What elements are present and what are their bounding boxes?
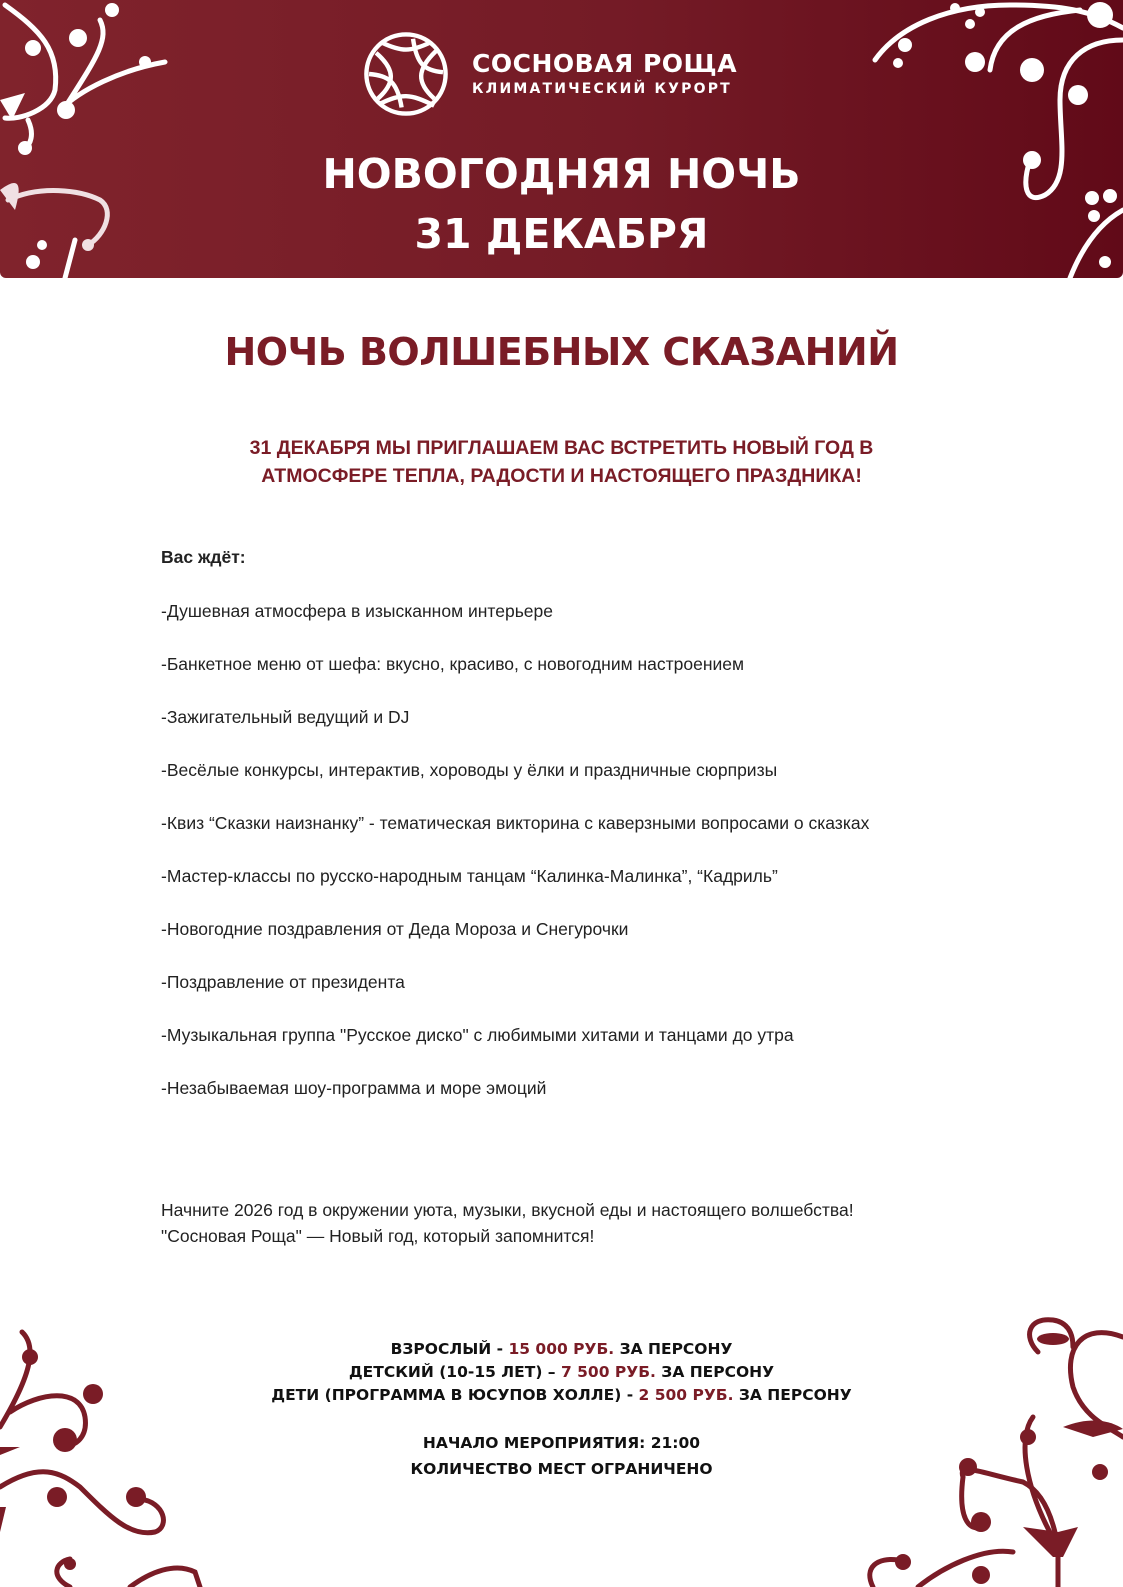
list-item: -Незабываемая шоу-программа и море эмоций xyxy=(161,1078,547,1098)
header-banner xyxy=(0,0,1123,278)
globe-logo-icon xyxy=(362,30,450,118)
list-item: -Поздравление от президента xyxy=(161,972,405,992)
list-item: -Весёлые конкурсы, интерактив, хороводы у ёлки и праздничные сюрпризы xyxy=(161,760,778,780)
event-info xyxy=(0,1430,1123,1482)
list-item: -Музыкальная группа "Русское диско" с любимыми хитами и танцами до утра xyxy=(161,1025,794,1045)
price-value: 7 500 РУБ. xyxy=(560,1363,656,1381)
hero-title-line2: 31 ДЕКАБРЯ xyxy=(414,210,709,258)
brand-subtitle: КЛИМАТИЧЕСКИЙ КУРОРТ xyxy=(472,81,732,97)
price-suffix: ЗА ПЕРСОНУ xyxy=(733,1386,852,1404)
list-item: -Банкетное меню от шефа: вкусно, красиво, с новогодним настроением xyxy=(161,654,745,674)
list-item: -Новогодние поздравления от Деда Мороза и Снегурочки xyxy=(161,919,629,939)
brand-name: СОСНОВАЯ РОЩА xyxy=(472,49,738,78)
price-suffix: ЗА ПЕРСОНУ xyxy=(655,1363,775,1381)
seats-limited: КОЛИЧЕСТВО МЕСТ ОГРАНИЧЕНО xyxy=(410,1460,713,1478)
invitation-text xyxy=(0,434,1123,490)
price-row-kids xyxy=(0,1384,1123,1407)
list-item: -Мастер-классы по русско-народным танцам “Калинка-Малинка”, “Кадриль” xyxy=(161,866,778,886)
program-section xyxy=(161,544,981,1128)
price-value: 15 000 РУБ. xyxy=(508,1340,615,1358)
event-title: НОЧЬ ВОЛШЕБНЫХ СКАЗАНИЙ xyxy=(224,330,899,374)
closing-text xyxy=(161,1197,981,1249)
price-category: ВЗРОСЛЫЙ - xyxy=(390,1340,509,1358)
price-category: ДЕТИ (ПРОГРАММА В ЮСУПОВ ХОЛЛЕ) - xyxy=(271,1386,639,1404)
invitation-line1: 31 ДЕКАБРЯ МЫ ПРИГЛАШАЕМ ВАС ВСТРЕТИТЬ НОВЫЙ ГОД В xyxy=(249,437,874,459)
brand-logo xyxy=(362,30,737,118)
price-value: 2 500 РУБ. xyxy=(638,1386,734,1404)
price-row-adult xyxy=(0,1338,1123,1361)
price-row-teen xyxy=(0,1361,1123,1384)
start-time: НАЧАЛО МЕРОПРИЯТИЯ: 21:00 xyxy=(422,1434,701,1452)
price-suffix: ЗА ПЕРСОНУ xyxy=(614,1340,733,1358)
closing-line2: "Сосновая Роща" — Новый год, который запомнится! xyxy=(161,1226,595,1246)
hero-title-line1: НОВОГОДНЯЯ НОЧЬ xyxy=(322,150,801,198)
invitation-line2: АТМОСФЕРЕ ТЕПЛА, РАДОСТИ И НАСТОЯЩЕГО ПРАЗДНИКА! xyxy=(261,465,862,487)
price-category: ДЕТСКИЙ (10-15 ЛЕТ) – xyxy=(348,1363,561,1381)
program-label: Вас ждёт: xyxy=(161,547,246,567)
list-item: -Квиз “Сказки наизнанку” - тематическая викторина с каверзными вопросами о сказках xyxy=(161,813,870,833)
list-item: -Зажигательный ведущий и DJ xyxy=(161,707,410,727)
list-item: -Душевная атмосфера в изысканном интерьере xyxy=(161,601,554,621)
pricing-block xyxy=(0,1338,1123,1407)
closing-line1: Начните 2026 год в окружении уюта, музыки, вкусной еды и настоящего волшебства! xyxy=(161,1200,854,1220)
